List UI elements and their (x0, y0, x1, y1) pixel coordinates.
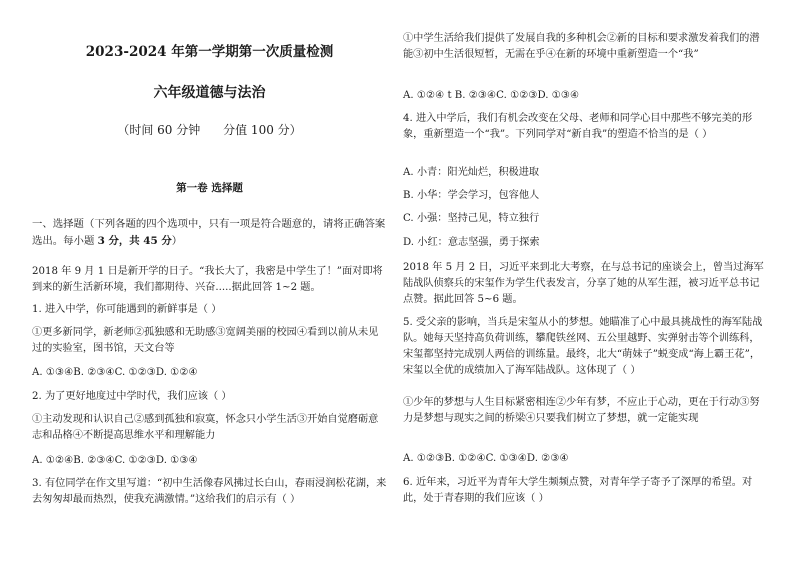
question-5-choices: A. ①②③B. ①②④C. ①③④D. ②③④ (403, 453, 569, 464)
exam-subtitle: 六年级道德与法治 (153, 85, 266, 101)
question-3-options: ①中学生活给我们提供了发展自我的多种机会②新的目标和要求激发着我们的潜能③初中生活很短暂，无需在乎④在新的环境中重新塑造一个“我” (403, 33, 760, 60)
question-4: 4. 进入中学后，我们有机会改变在父母、老师和同学心目中那些不够完美的形象，重新塑造一个“我”。下列同学对“新自我”的塑造不恰当的是（ ） (403, 113, 753, 140)
question-4-option-a: A. 小青：阳光灿烂，积极进取 (403, 167, 540, 178)
question-6: 6. 近年来，习近平为青年大学生频频点赞，对青年学子寄予了深厚的希望。对此，处于青春期的我们应该（ ） (403, 477, 753, 504)
question-2-options: ①主动发现和认识自己②感到孤独和寂寞，怀念只小学生活③开始自觉磨砺意志和品格④不断提高思维水平和理解能力 (32, 414, 379, 441)
question-3-choices: A. ①②④ t B. ②③④C. ①②③D. ①③④ (403, 90, 580, 101)
question-1: 1. 进入中学，你可能遇到的新鲜事是（ ） (32, 304, 222, 315)
question-2: 2. 为了更好地度过中学时代，我们应该（ ） (32, 391, 232, 402)
time-info: （时间 60 分钟 分值 100 分） (117, 123, 302, 137)
question-4-option-c: C. 小强：坚持己见，特立独行 (403, 213, 540, 224)
question-3: 3. 有位同学在作文里写道：“初中生活像春风拂过长白山，春雨浸润松花湖，来去匆匆却最而热烈，使我充满激情。”这给我们的启示有（ ） (32, 478, 387, 505)
question-5-options: ①少年的梦想与人生目标紧密相连②少年有梦，不应止于心动，更在于行动③努力是梦想与现实之间的桥梁④只要我们树立了梦想，就一定能实现 (403, 397, 760, 424)
exam-title: 2023-2024 年第一学期第一次质量检测 (85, 44, 334, 60)
question-1-options: ①更多新同学，新老师②孤独感和无助感③宽阔美丽的校园④看到以前从未见过的实验室，图书馆，天文台等 (32, 327, 379, 354)
section-instructions: 一、选择题（下列各题的四个选项中，只有一项是符合题意的，请将正确答案选出。每小题 3 分，共 45 分） (32, 218, 386, 247)
volume-heading: 第一卷 选择题 (176, 182, 243, 194)
question-1-choices: A. ①③④B. ②③④C. ①②③D. ①②④ (32, 367, 198, 378)
passage-1: 2018 年 9 月 1 日是新开学的日子。“我长大了，我密是中学生了！”面对即将到来的新生活新环境，我们都期待、兴奋.....据此回答 1~2 题。 (32, 266, 383, 293)
passage-2: 2018 年 5 月 2 日，习近平来到北大考察，在与总书记的座谈会上，曾当过海军陆战队侦察兵的宋玺作为学生代表发言，分享了她的从军生涯，被习近平总书记点赞。据此回答 5~6 题。 (403, 262, 764, 305)
question-4-option-b: B. 小华：学会学习，包容他人 (403, 190, 540, 201)
question-2-choices: A. ①②④B. ②③④C. ①②③D. ①③④ (32, 455, 198, 466)
question-4-option-d: D. 小红：意志坚强，勇于探索 (403, 237, 540, 248)
section-score: 3 分，共 45 分 (97, 235, 172, 247)
question-5: 5. 受父亲的影响，当兵是宋玺从小的梦想。她瞄准了心中最具挑战性的海军陆战队。她每天坚持高负荷训练，攀爬铁丝网、五公里越野、实弹射击等个训练科，宋玺都坚持完成别人两倍的训练量。最终，北大“萌妹子”蜕变成“海上霸王花”，宋玺以全优的成绩加入了海军陆战队。这体现了（ ） (403, 317, 763, 376)
